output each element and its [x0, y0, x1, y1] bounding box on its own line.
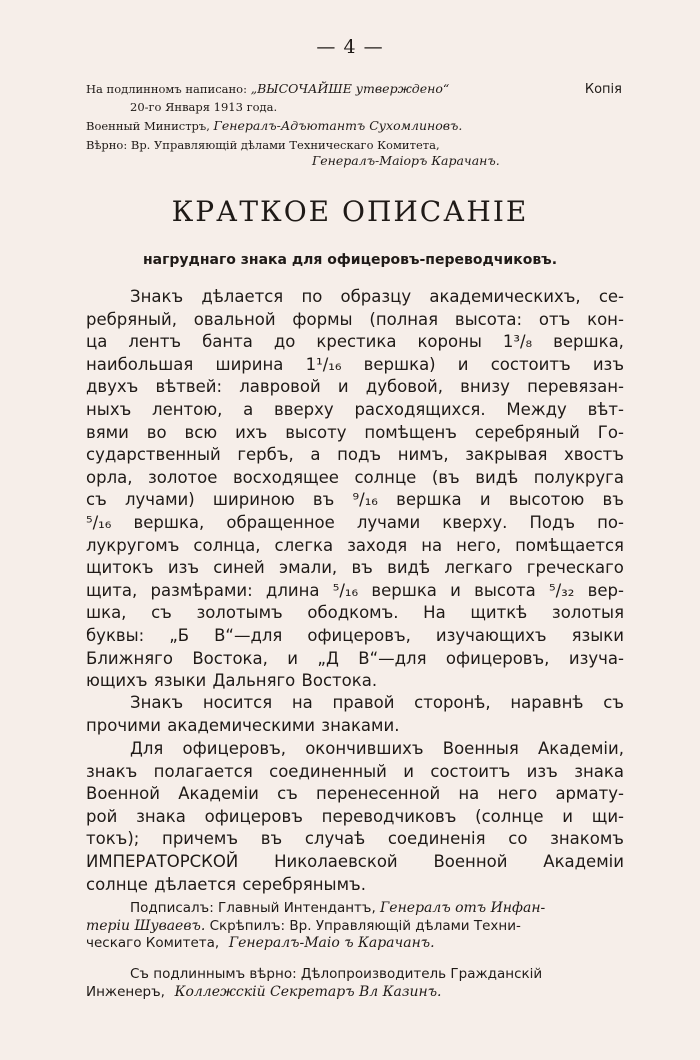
word: до: [273, 332, 296, 352]
word: крестика: [316, 332, 397, 352]
word: на: [421, 535, 443, 555]
word: ободкомъ.: [307, 603, 399, 623]
word: а: [310, 445, 321, 465]
word: высота: [474, 580, 536, 600]
word: и: [457, 354, 469, 374]
approval-date: 20-го Января 1913 года.: [130, 100, 278, 114]
text-line: [86, 376, 624, 399]
word: греческаго: [526, 558, 624, 578]
word: Военной: [86, 784, 160, 804]
text-line: [86, 444, 624, 467]
text-line: [86, 738, 624, 761]
text-line: [86, 874, 624, 897]
word: правой: [332, 693, 395, 712]
word: и: [337, 377, 349, 397]
text-line: [86, 715, 624, 738]
word: по: [301, 287, 323, 306]
word: Востока.: [301, 671, 378, 691]
word: помѣщается: [515, 535, 624, 555]
word: эмали,: [279, 558, 338, 578]
word: лентъ: [128, 332, 182, 352]
text-line: [86, 422, 624, 445]
word: прочими: [86, 715, 161, 735]
word: (солнце: [475, 806, 544, 826]
word: и: [562, 806, 573, 826]
word: рой: [86, 806, 118, 826]
word: изъ: [167, 558, 200, 578]
word: причемъ: [162, 829, 239, 849]
word: высотою: [508, 490, 585, 510]
word: ца: [86, 332, 108, 352]
word: вершка: [396, 490, 462, 510]
word: (въ: [431, 467, 460, 487]
verified-line: Вѣрно: Вр. Управляющій дѣлами Техническаго Комитета,: [86, 138, 440, 152]
word: золотое: [148, 467, 218, 487]
signature-line: ческаго Комитета, Генералъ-Маіо ъ Карачанъ.: [86, 935, 435, 951]
word: знакъ: [86, 761, 138, 781]
word: Академіи: [543, 851, 624, 871]
word: высота:: [454, 309, 523, 329]
word: ⁵/₁₆: [86, 512, 112, 532]
text-line: [86, 670, 624, 693]
word: знакомъ: [550, 829, 624, 849]
word: лавровой: [239, 377, 321, 397]
text-line: [86, 806, 624, 829]
word: во: [146, 422, 167, 442]
word: вершка: [371, 580, 437, 600]
word: соединенія: [387, 829, 486, 849]
word: изъ: [592, 354, 624, 374]
paragraph-wearing: [86, 692, 624, 737]
word: формы: [292, 309, 353, 329]
word: ширина: [215, 354, 284, 374]
text-line: [86, 580, 624, 603]
word: Знакъ: [130, 693, 184, 712]
word: Николаевской: [274, 851, 398, 871]
word: длина: [265, 580, 320, 600]
word: полукруга: [533, 467, 624, 487]
word: носится: [202, 693, 273, 712]
text-line: [86, 557, 624, 580]
word: ющихъ: [86, 671, 148, 691]
word: вершка,: [133, 512, 205, 532]
word: 1¹/₁₆: [305, 354, 342, 374]
word: расходящихся.: [354, 399, 486, 419]
text-line: [86, 828, 624, 851]
word: знака: [574, 761, 624, 781]
word: въ: [260, 829, 283, 849]
word: солнце: [86, 874, 148, 894]
word: орла,: [86, 467, 133, 487]
word: солнце: [354, 467, 417, 487]
signature-line: теріи Шуваевъ. Скрѣпилъ: Вр. Управляющій дѣлами Техни-: [86, 917, 521, 934]
verifier-name: Генералъ-Маіоръ Карачанъ.: [312, 153, 500, 168]
word: золотымъ: [196, 603, 283, 623]
text-line: [86, 399, 624, 422]
word: лучами): [124, 490, 195, 510]
word: и: [287, 648, 298, 668]
word: дѣлается: [154, 874, 237, 894]
text-line: [86, 625, 624, 648]
word: короны: [417, 332, 482, 352]
word: офицеровъ,: [182, 739, 287, 758]
signature-line: Подписалъ: Главный Интендантъ, Генералъ отъ Инфан-: [130, 900, 546, 916]
word: вершка,: [553, 332, 624, 352]
word: видѣ: [387, 558, 431, 578]
word: серебрянымъ.: [242, 874, 366, 894]
word: съ: [151, 603, 172, 623]
text-line: [86, 535, 624, 558]
word: по-: [597, 512, 624, 532]
word: В“—для: [358, 648, 427, 668]
word: ⁵/₁₆: [332, 580, 359, 600]
word: академическихъ,: [429, 287, 581, 306]
word: Го-: [597, 422, 624, 442]
word: „Д: [317, 648, 339, 668]
word: размѣрами:: [150, 580, 253, 600]
word: гербъ,: [237, 445, 294, 465]
text-line: [86, 309, 624, 332]
word: В“—для: [214, 625, 283, 645]
approval-line: На подлинномъ написано: „ВЫСОЧАЙШЕ утверждено“: [86, 81, 450, 96]
word: щитокъ: [86, 558, 154, 578]
word: соединенный: [269, 761, 387, 781]
word: двухъ: [86, 377, 139, 397]
word: Подъ: [529, 512, 576, 532]
word: сторонѣ,: [414, 693, 491, 712]
text-line: [86, 354, 624, 377]
word: ⁹/₁₆: [352, 490, 378, 510]
word: легкаго: [444, 558, 513, 578]
word: Академіи,: [538, 739, 624, 758]
word: переводчиковъ: [321, 806, 457, 826]
certification-line: Инженеръ, Коллежскій Секретаръ Вл Казинъ.: [86, 983, 442, 1000]
word: шка,: [86, 603, 127, 623]
word: щи-: [591, 806, 624, 826]
word: въ: [351, 558, 373, 578]
word: состоитъ: [430, 761, 511, 781]
word: перенесенной: [316, 784, 441, 804]
word: се-: [598, 287, 624, 306]
word: наибольшая: [86, 354, 194, 374]
word: Востока,: [192, 648, 268, 668]
word: „Б: [169, 625, 190, 645]
word: 1³/₈: [502, 332, 533, 352]
copy-label: Копія: [584, 82, 622, 97]
word: изуча-: [568, 648, 624, 668]
word: и: [450, 580, 461, 600]
word: лукругомъ: [86, 535, 180, 555]
word: языки: [571, 625, 624, 645]
word: На: [423, 603, 446, 623]
word: а: [243, 399, 254, 419]
word: Знакъ: [130, 287, 184, 306]
word: офицеровъ,: [307, 625, 411, 645]
word: Академіи: [178, 784, 259, 804]
text-line: [86, 286, 624, 309]
word: видѣ: [475, 467, 519, 487]
document-subtitle: нагруднаго знака для офицеровъ-переводчиковъ.: [142, 252, 558, 268]
word: закрывая: [465, 445, 548, 465]
word: съ: [277, 784, 298, 804]
word: ребряный,: [86, 309, 177, 329]
word: токъ);: [86, 829, 140, 849]
word: щита,: [86, 580, 138, 600]
word: высоту: [285, 422, 347, 442]
word: перевязан-: [527, 377, 624, 397]
word: дѣлается: [201, 287, 284, 306]
word: солнца,: [193, 535, 261, 555]
word: лучами: [356, 512, 421, 532]
word: ныхъ: [86, 399, 132, 419]
word: внизу: [460, 377, 510, 397]
word: обращенное: [226, 512, 335, 532]
word: вер-: [587, 580, 624, 600]
word: заходя: [347, 535, 408, 555]
word: съ: [86, 490, 107, 510]
word: шириною: [212, 490, 295, 510]
word: него: [497, 784, 538, 804]
word: знака: [136, 806, 186, 826]
word: Военныя: [442, 739, 519, 758]
word: банта: [202, 332, 253, 352]
word: изъ: [526, 761, 558, 781]
word: на: [291, 693, 313, 712]
text-line: [86, 761, 624, 784]
word: и: [403, 761, 414, 781]
word: окончившихъ: [305, 739, 424, 758]
word: изучающихъ: [435, 625, 547, 645]
word: всю: [184, 422, 218, 442]
word: ⁵/₃₂: [549, 580, 575, 600]
text-line: [86, 331, 624, 354]
text-line: [86, 489, 624, 512]
word: кон-: [587, 309, 624, 329]
word: буквы:: [86, 625, 145, 645]
document-title: КРАТКОЕ ОПИСАНІЕ: [171, 195, 529, 228]
word: съ: [603, 693, 624, 712]
word: вверху: [274, 399, 334, 419]
minister-line: Военный Министръ, Генералъ-Адъютантъ Сухомлиновъ.: [86, 118, 463, 133]
signatures-block: [86, 900, 624, 953]
word: офицеровъ,: [445, 648, 550, 668]
word: (полная: [369, 309, 439, 329]
word: на: [458, 784, 480, 804]
word: кверху.: [442, 512, 508, 532]
word: подъ: [337, 445, 382, 465]
word: академическими: [167, 715, 316, 735]
word: вѣтвей:: [155, 377, 223, 397]
word: помѣщенъ: [364, 422, 457, 442]
word: овальной: [193, 309, 276, 329]
word: хвостъ: [564, 445, 624, 465]
text-line: [86, 602, 624, 625]
page-number: — 4 —: [316, 36, 384, 58]
word: знаками.: [321, 715, 400, 735]
text-line: [86, 851, 624, 874]
paragraph-combined: [86, 738, 624, 896]
word: него,: [456, 535, 502, 555]
word: серебряный: [474, 422, 580, 442]
certification-line: Съ подлиннымъ вѣрно: Дѣлопроизводитель Гражданскій: [130, 966, 543, 982]
word: щиткѣ: [470, 603, 528, 623]
word: Ближняго: [86, 648, 173, 668]
word: вями: [86, 422, 129, 442]
word: случаѣ: [304, 829, 366, 849]
text-line: [86, 692, 624, 715]
word: въ: [602, 490, 624, 510]
word: отъ: [538, 309, 571, 329]
word: сударственный: [86, 445, 221, 465]
text-line: [86, 783, 624, 806]
word: со: [508, 829, 528, 849]
word: слегка: [274, 535, 334, 555]
certification-block: [86, 966, 624, 1001]
text-line: [86, 467, 624, 490]
word: офицеровъ: [204, 806, 303, 826]
word: синей: [213, 558, 265, 578]
word: образцу: [340, 287, 412, 306]
word: армату-: [555, 784, 624, 804]
word: полагается: [153, 761, 253, 781]
word: Военной: [433, 851, 508, 871]
word: Дальняго: [212, 671, 296, 691]
word: ИМПЕРАТОРСКОЙ: [86, 851, 239, 871]
word: въ: [312, 490, 335, 510]
paragraph-description: [86, 286, 624, 693]
word: вершка): [363, 354, 436, 374]
text-line: [86, 512, 624, 535]
word: Между: [506, 399, 567, 419]
word: золотыя: [551, 603, 624, 623]
word: и: [479, 490, 491, 510]
word: лентою,: [152, 399, 223, 419]
word: наравнѣ: [510, 693, 584, 712]
word: восходящее: [232, 467, 339, 487]
word: ихъ: [235, 422, 268, 442]
word: нимъ,: [397, 445, 449, 465]
word: дубовой,: [365, 377, 444, 397]
text-line: [86, 648, 624, 671]
word: Для: [130, 739, 164, 758]
word: состоитъ: [490, 354, 571, 374]
word: вѣт-: [587, 399, 624, 419]
word: языки: [153, 671, 207, 691]
